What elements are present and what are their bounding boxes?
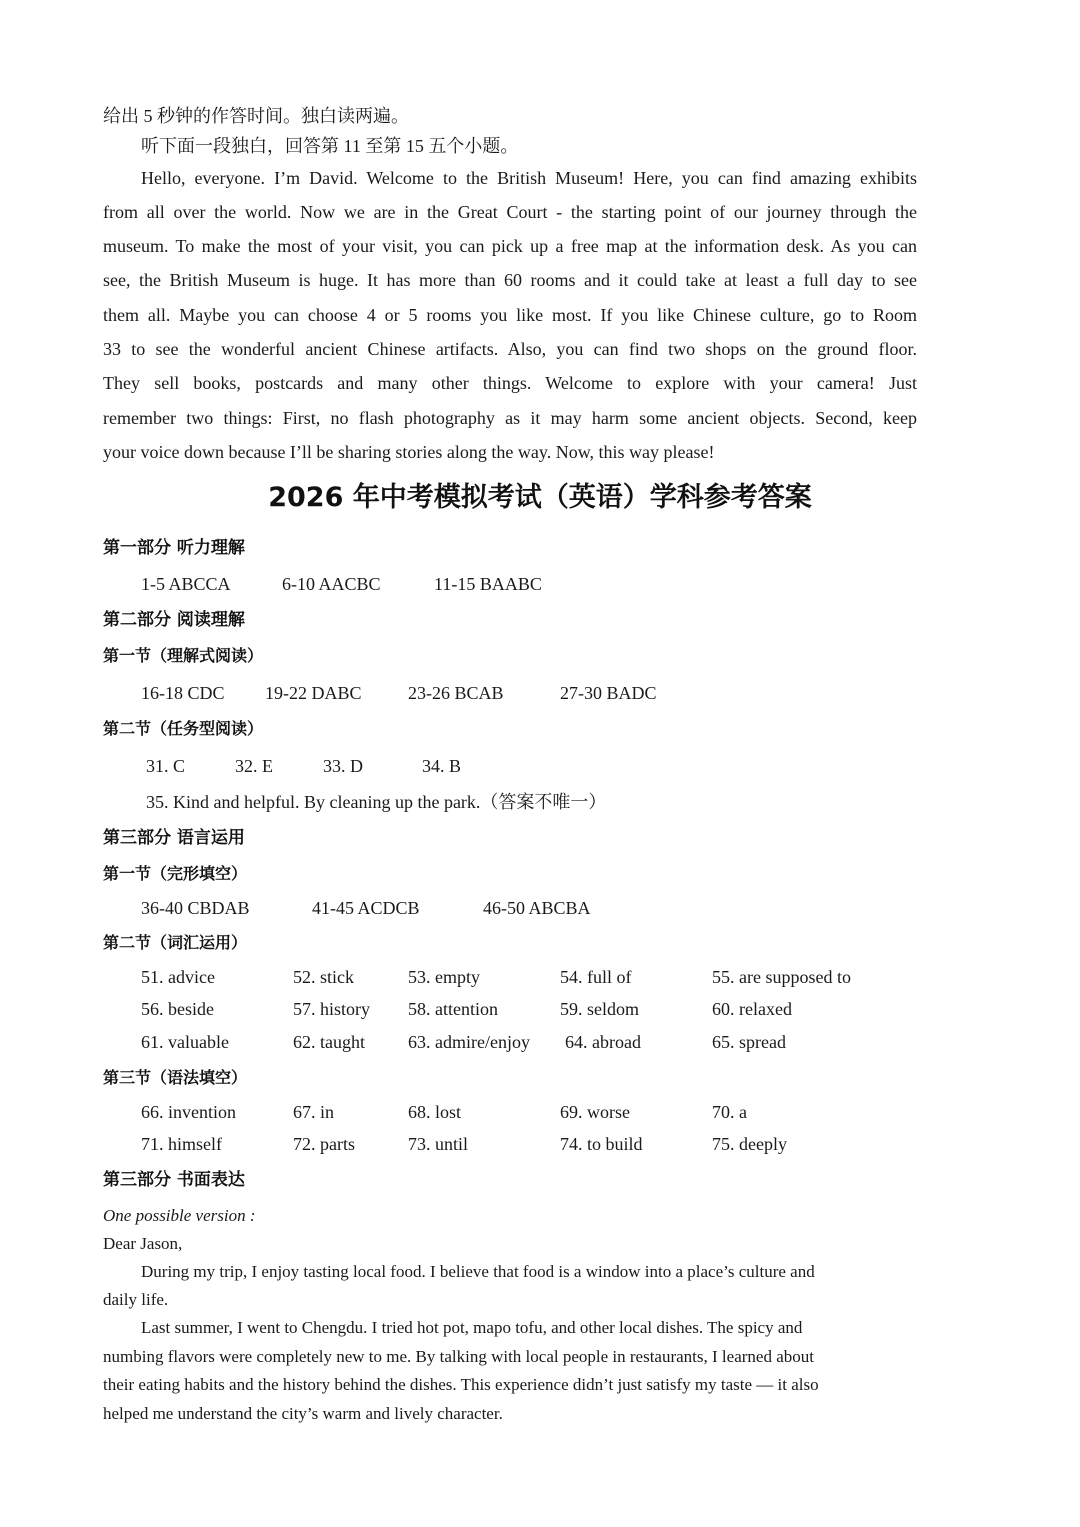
monologue-line: Hello, everyone. I’m David. Welcome to the British Museum! Here, you can find amazing exhibits [141,168,917,188]
answer-item: 73. until [408,1134,469,1154]
answer-group: 27-30 BADC [560,683,657,703]
answer-item: 52. stick [293,967,354,987]
answer-group: 6-10 AACBC [282,574,381,594]
answer-group: 19-22 DABC [265,683,362,703]
answer-group: 23-26 BCAB [408,683,504,703]
answer-item: 64. abroad [565,1032,641,1052]
answer-item: 70. a [712,1102,747,1122]
part1-heading: 第一部分 听力理解 [103,538,245,558]
answer-item: 74. to build [560,1134,643,1154]
answer-group: 16-18 CDC [141,683,225,703]
essay-line: Last summer, I went to Chengdu. I tried hot pot, mapo tofu, and other local dishes. The spicy and [141,1318,803,1337]
part2-heading: 第二部分 阅读理解 [103,610,245,630]
answer-item: 59. seldom [560,999,639,1019]
answer-item: 63. admire/enjoy [408,1032,530,1052]
answer-item: 66. invention [141,1102,236,1122]
part3-section3-heading: 第三节（语法填空） [103,1068,248,1087]
answer-item: 32. E [235,756,273,776]
answer-item: 33. D [323,756,363,776]
answer-item: 55. are supposed to [712,967,851,987]
essay-line: their eating habits and the history behind the dishes. This experience didn’t just satisfy my taste — it also [103,1375,819,1394]
answer-item: 53. empty [408,967,480,987]
answer-item: 57. history [293,999,371,1019]
part2-section2-heading: 第二节（任务型阅读） [103,719,264,738]
answer-item-35: 35. Kind and helpful. By cleaning up the park.（答案不唯一） [146,792,607,812]
answer-group: 46-50 ABCBA [483,898,591,918]
essay-line: daily life. [103,1290,169,1309]
answer-item: 62. taught [293,1032,365,1052]
monologue-line: They sell books, postcards and many other things. Welcome to explore with your camera! Just [103,373,917,393]
part3-section2-heading: 第二节（词汇运用） [103,933,248,952]
answer-group: 36-40 CBDAB [141,898,250,918]
answer-item: 68. lost [408,1102,462,1122]
answer-item: 61. valuable [141,1032,229,1052]
part3-heading: 第三部分 语言运用 [103,828,245,848]
answer-item: 51. advice [141,967,215,987]
monologue-line: remember two things: First, no flash photography as it may harm some ancient objects. Second, keep [103,408,917,428]
page-title: 2026 年中考模拟考试（英语）学科参考答案 [268,482,812,513]
essay-line: During my trip, I enjoy tasting local food. I believe that food is a window into a place’s culture and [141,1262,815,1281]
essay-line: numbing flavors were completely new to me. By talking with local people in restaurants, I learned about [103,1347,814,1366]
answer-item: 65. spread [712,1032,786,1052]
monologue-line: 33 to see the wonderful ancient Chinese artifacts. Also, you can find two shops on the ground floor. [103,339,917,359]
answer-item: 75. deeply [712,1134,787,1154]
answer-item: 58. attention [408,999,498,1019]
answer-item: 34. B [422,756,462,776]
answer-group: 41-45 ACDCB [312,898,420,918]
monologue-line: from all over the world. Now we are in the Great Court - the starting point of our journey through the [103,202,917,222]
monologue-line: see, the British Museum is huge. It has more than 60 rooms and it could take at least a full day to see [103,270,917,290]
answer-item: 56. beside [141,999,214,1019]
essay-line: helped me understand the city’s warm and lively character. [103,1404,503,1423]
answer-item: 54. full of [560,967,632,987]
answer-item: 69. worse [560,1102,630,1122]
answer-item: 67. in [293,1102,335,1122]
answer-item: 72. parts [293,1134,355,1154]
answer-item: 31. C [146,756,186,776]
monologue-line: your voice down because I’ll be sharing stories along the way. Now, this way please! [103,442,715,462]
part2-section1-heading: 第一节（理解式阅读） [103,646,264,665]
version-label: One possible version : [103,1206,256,1225]
essay-greeting: Dear Jason, [103,1234,183,1253]
answer-group: 1-5 ABCCA [141,574,231,594]
writing-heading: 第三部分 书面表达 [103,1170,245,1190]
answer-item: 60. relaxed [712,999,792,1019]
answer-group: 11-15 BAABC [434,574,542,594]
monologue-line: museum. To make the most of your visit, you can pick up a free map at the information desk. As you can [103,236,917,256]
instruction-line: 给出 5 秒钟的作答时间。独白读两遍。 [103,106,409,126]
instruction-line: 听下面一段独白，回答第 11 至第 15 五个小题。 [141,136,519,156]
answer-item: 71. himself [141,1134,222,1154]
monologue-line: them all. Maybe you can choose 4 or 5 rooms you like most. If you like Chinese culture, go to Room [103,305,917,325]
part3-section1-heading: 第一节（完形填空） [103,864,248,883]
